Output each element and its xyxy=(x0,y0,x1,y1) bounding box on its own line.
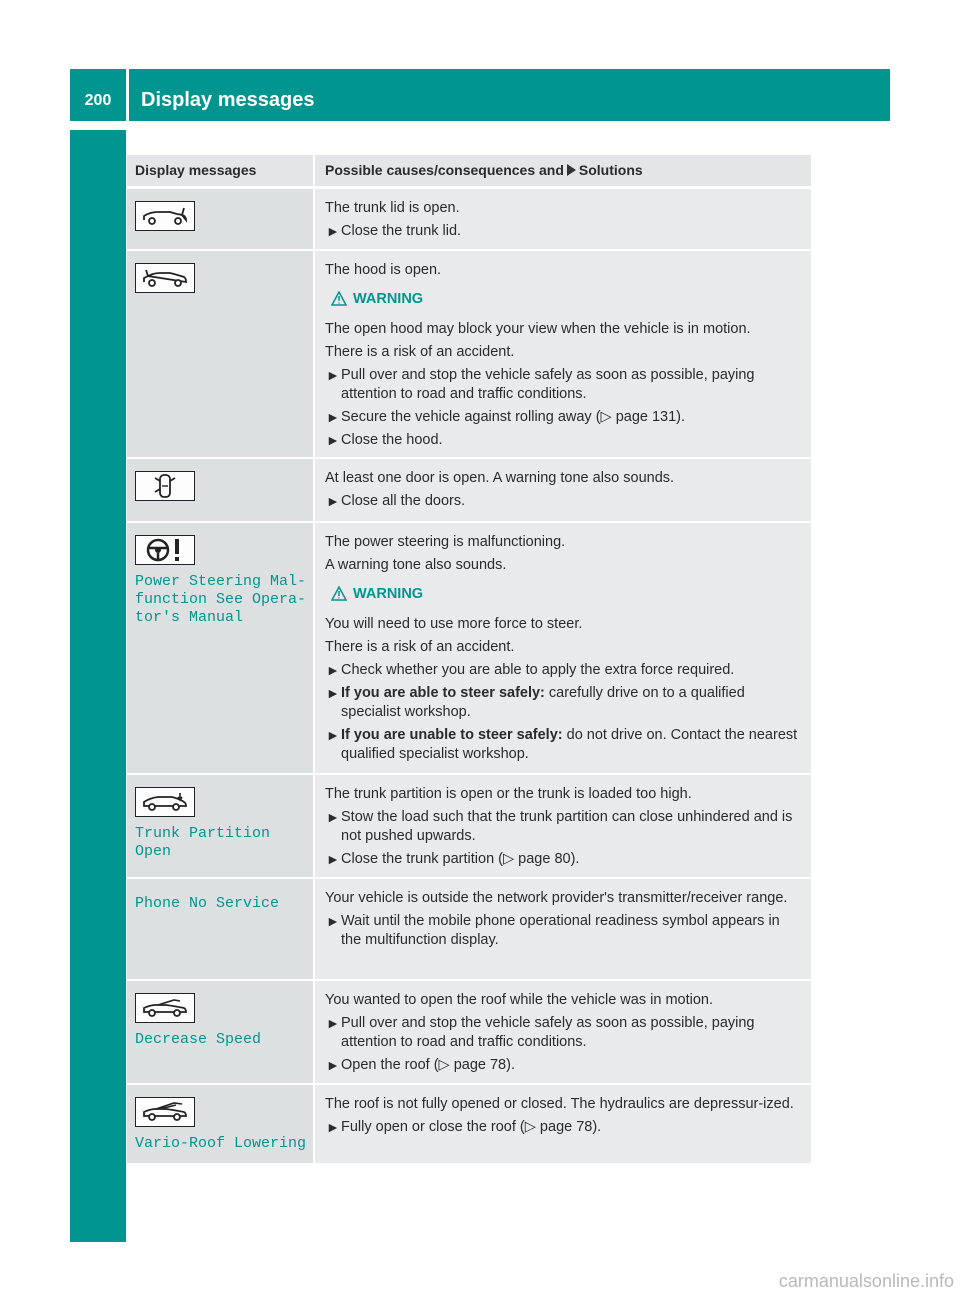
solution-arrow-icon: ► xyxy=(326,913,340,929)
cause-text: A warning tone also sounds. xyxy=(325,557,507,573)
solution-text: Fully open or close the roof (▷ page 78). xyxy=(341,1119,602,1135)
hood-open-icon xyxy=(135,263,195,293)
table-row xyxy=(127,1083,811,1163)
solution-arrow-icon: ► xyxy=(326,223,340,239)
door-open-icon xyxy=(135,471,195,501)
warning-text: There is a risk of an accident. xyxy=(325,344,515,360)
causes-cell xyxy=(313,459,811,521)
solution-arrow-icon: ► xyxy=(326,1119,340,1135)
solution-arrow-icon: ► xyxy=(326,851,340,867)
solution-item xyxy=(325,1014,803,1052)
solution-item xyxy=(325,492,803,511)
solution-arrow-icon: ► xyxy=(326,1057,340,1073)
causes-cell xyxy=(313,251,811,457)
table-row xyxy=(127,773,811,877)
solution-item xyxy=(325,408,803,427)
display-cell xyxy=(127,775,313,877)
solution-item xyxy=(325,222,803,241)
warning-text: You will need to use more force to steer. xyxy=(325,616,583,632)
solution-item xyxy=(325,850,803,869)
page-title: Display messages xyxy=(141,89,315,111)
display-message-text: Phone No Service xyxy=(135,895,280,912)
table-row xyxy=(127,457,811,521)
warning-triangle-icon xyxy=(331,291,347,312)
solution-text: Stow the load such that the trunk partition can close unhindered and is not pushed upwards. xyxy=(341,809,793,844)
solution-item xyxy=(325,684,803,722)
display-cell xyxy=(127,1085,313,1163)
solution-text: Secure the vehicle against rolling away (▷ page 131). xyxy=(341,409,686,425)
solution-item xyxy=(325,726,803,764)
solution-item xyxy=(325,808,803,846)
warning-heading xyxy=(331,585,803,607)
roof-speed-icon xyxy=(135,993,195,1023)
solution-text: do not drive on. Contact the nearest qualified specialist workshop. xyxy=(341,727,798,762)
warning-label: WARNING xyxy=(353,586,424,602)
display-cell xyxy=(127,981,313,1083)
table-row xyxy=(127,877,811,979)
table-row xyxy=(127,187,811,249)
solution-arrow-icon: ► xyxy=(326,809,340,825)
display-messages-table xyxy=(127,155,811,1163)
solution-condition: If you are able to steer safely: xyxy=(341,685,545,701)
solution-text: Pull over and stop the vehicle safely as soon as possible, paying attention to road and traffic conditions. xyxy=(341,367,755,402)
table-row xyxy=(127,521,811,773)
solution-arrow-icon: ► xyxy=(326,727,340,743)
display-cell xyxy=(127,523,313,773)
column-header-solutions-text: Solutions xyxy=(578,162,643,178)
solution-text: Close the trunk partition (▷ page 80). xyxy=(341,851,580,867)
solution-text: Close the trunk lid. xyxy=(341,223,462,239)
cause-text: The trunk lid is open. xyxy=(325,200,460,216)
warning-text: There is a risk of an accident. xyxy=(325,639,515,655)
display-cell xyxy=(127,189,313,249)
display-cell xyxy=(127,459,313,521)
solution-arrow-icon: ► xyxy=(326,432,340,448)
vario-roof-icon xyxy=(135,1097,195,1127)
causes-cell xyxy=(313,879,811,979)
display-message-text: Trunk Partition Open xyxy=(135,825,271,860)
cause-text: The hood is open. xyxy=(325,262,442,278)
solution-item xyxy=(325,912,803,950)
causes-cell xyxy=(313,1085,811,1163)
page-number: 200 xyxy=(84,92,112,109)
display-message-text: Vario-Roof Lowering xyxy=(135,1135,307,1152)
steering-warning-icon xyxy=(135,535,195,565)
table-row xyxy=(127,979,811,1083)
solution-text: Open the roof (▷ page 78). xyxy=(341,1057,515,1073)
column-header-causes-text: Possible causes/consequences and xyxy=(325,162,564,178)
warning-text: The open hood may block your view when the vehicle is in motion. xyxy=(325,321,751,337)
display-cell xyxy=(127,251,313,457)
display-message-text: tor's Manual xyxy=(135,609,244,626)
cause-text: The roof is not fully opened or closed. The hydraulics are depressur-ized. xyxy=(325,1096,794,1112)
solution-text: Pull over and stop the vehicle safely as soon as possible, paying attention to road and traffic conditions. xyxy=(341,1015,755,1050)
solution-text: Wait until the mobile phone operational readiness symbol appears in the multifunction display. xyxy=(341,913,780,948)
warning-triangle-icon xyxy=(331,586,347,607)
display-message-text: Decrease Speed xyxy=(135,1031,262,1048)
solution-arrow-icon: ► xyxy=(326,685,340,701)
header-divider xyxy=(126,69,129,121)
solution-text: Close the hood. xyxy=(341,432,443,448)
solution-item xyxy=(325,431,803,450)
causes-cell xyxy=(313,189,811,249)
solution-arrow-icon: ► xyxy=(326,409,340,425)
solution-text: Check whether you are able to apply the extra force required. xyxy=(341,662,735,678)
trunk-open-icon xyxy=(135,201,195,231)
solution-condition: If you are unable to steer safely: xyxy=(341,727,563,743)
display-message-text: Power Steering Mal‐ xyxy=(135,573,307,590)
cause-text: The power steering is malfunctioning. xyxy=(325,534,566,550)
table-row xyxy=(127,249,811,457)
causes-cell xyxy=(313,775,811,877)
solution-arrow-icon: ► xyxy=(326,662,340,678)
warning-heading xyxy=(331,290,803,312)
column-header-causes xyxy=(313,155,811,186)
cause-text: You wanted to open the roof while the vehicle was in motion. xyxy=(325,992,713,1008)
solution-arrow-icon: ► xyxy=(326,493,340,509)
page-header xyxy=(70,69,890,121)
solution-arrow-icon: ► xyxy=(326,367,340,383)
causes-cell xyxy=(313,981,811,1083)
cause-text: At least one door is open. A warning tone also sounds. xyxy=(325,470,675,486)
solution-item xyxy=(325,661,803,680)
watermark: carmanualsonline.info xyxy=(778,1271,954,1291)
solution-arrow-icon: ► xyxy=(326,1015,340,1031)
solution-item xyxy=(325,366,803,404)
solution-item xyxy=(325,1056,803,1075)
solution-text: carefully drive on to a qualified specialist workshop. xyxy=(341,685,745,720)
chapter-label: On-board computer and displays xyxy=(86,423,109,753)
display-cell xyxy=(127,879,313,979)
column-header-display-messages: Display messages xyxy=(135,162,257,178)
cause-text: Your vehicle is outside the network provider's transmitter/receiver range. xyxy=(325,890,788,906)
trunk-partition-icon xyxy=(135,787,195,817)
solution-text: Close all the doors. xyxy=(341,493,466,509)
solution-arrow-icon xyxy=(567,164,576,176)
solution-item xyxy=(325,1118,803,1137)
causes-cell xyxy=(313,523,811,773)
cause-text: The trunk partition is open or the trunk is loaded too high. xyxy=(325,786,692,802)
table-header xyxy=(127,155,811,187)
display-message-text: function See Opera‐ xyxy=(135,591,307,608)
warning-label: WARNING xyxy=(353,291,424,307)
